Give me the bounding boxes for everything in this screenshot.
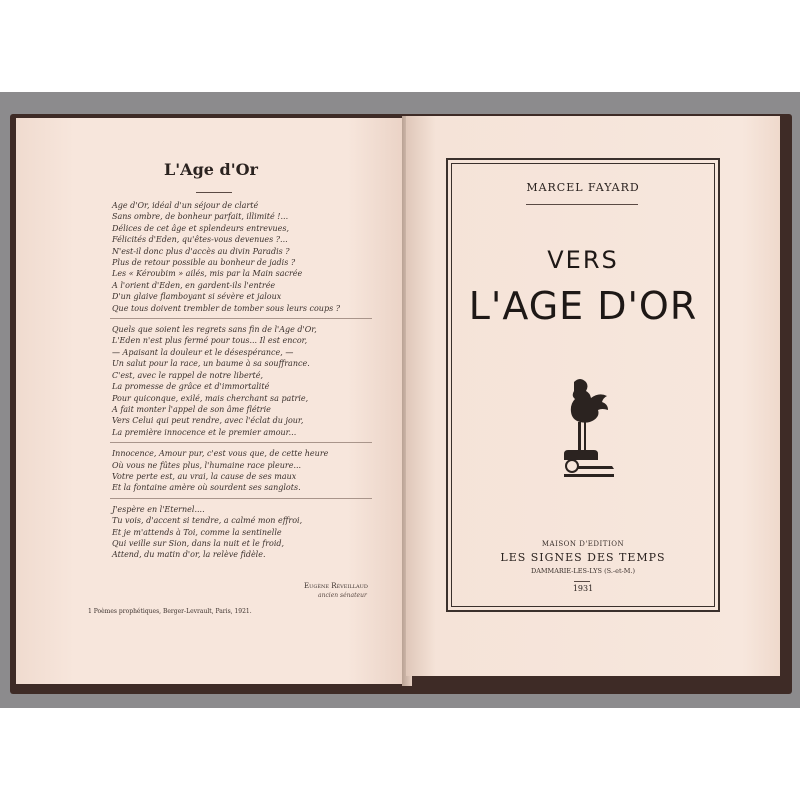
poem-line: C'est, avec le rappel de notre liberté, [112,370,263,380]
publisher-house-label: MAISON D'EDITION [541,540,625,548]
poem-line: Pour quiconque, exilé, mais cherchant sa patrie, [112,393,309,403]
title-rule [196,192,232,193]
poem-title: L'Age d'Or [164,160,258,179]
poem-line: Tu vois, d'accent si tendre, a calmé mon effroi, [112,516,303,526]
poet-title: ancien sénateur [318,592,367,599]
poem-line: Votre perte est, au vrai, la cause de ses maux [112,471,297,481]
left-page [16,118,406,684]
poem-line: Et je m'attends à Toi, comme la sentinelle [112,527,282,537]
title-line-2: L'AGE D'OR [468,284,698,328]
poem-line: Et la fontaine amère où sourdent ses sanglots. [112,483,301,493]
poem-line: N'est-il donc plus d'accès au divin Paradis ? [112,246,290,256]
poet-signature: Eugène Réveillaud [304,582,368,590]
poem-line: Délices de cet âge et splendeurs entrevues, [112,223,290,233]
stanza-separator [110,442,372,443]
poem-line: Age d'Or, idéal d'un séjour de clarté [112,201,259,210]
footnote: 1 Poèmes prophétiques, Berger-Levrault, Paris, 1921. [88,608,252,615]
poem-line: Plus de retour possible au bonheur de jadis ? [112,258,296,268]
title-frame [446,158,720,612]
author-name: MARCEL FAYARD [526,181,640,194]
poem-line: L'Eden n'est plus fermé pour tous... Il est encor, [112,336,308,346]
poem-line: Innocence, Amour pur, c'est vous que, de cette heure [112,449,329,459]
poem-line: Les « Kéroubim » ailés, mis par la Main sacrée [112,269,303,279]
poem-line: Où vous ne fûtes plus, l'humaine race pleure... [112,460,302,470]
stanza-separator [110,498,372,499]
publication-year: 1931 [572,584,594,593]
poem-line: Que tous doivent trembler de tomber sous leurs coups ? [112,303,341,313]
poem-line: A l'orient d'Eden, en gardent-ils l'entrée [112,280,276,290]
poem-line: A fait monter l'appel de son âme flétrie [112,404,271,414]
rooster-emblem-icon [554,374,618,484]
year-rule [574,581,590,582]
poem-line: Un salut pour la race, un baume à sa souffrance. [112,359,310,369]
stanza-separator [110,318,372,319]
title-line-1: VERS [547,246,619,274]
author-rule [526,204,638,205]
poem-line: Sans ombre, de bonheur parfait, illimité !... [112,212,289,222]
poem-line: Félicités d'Eden, qu'êtes-vous devenues ?... [112,235,288,245]
poem-line: D'un glaive flamboyant si sévère et jaloux [112,292,282,302]
poem-line: — Apaisant la douleur et le désespérance, — [112,347,294,357]
publisher-name: LES SIGNES DES TEMPS [500,551,666,564]
poem-line: Attend, du matin d'or, la relève fidèle. [112,550,266,560]
poem-line: Qui veille sur Sion, dans la nuit et le froid, [112,538,285,548]
publisher-place: DAMMARIE-LES-LYS (S.-et-M.) [530,567,636,575]
poem-line: La première innocence et le premier amour... [112,427,297,437]
poem-line: Vers Celui qui peut rendre, avec l'éclat du jour, [112,416,304,426]
poem-line: La promesse de grâce et d'immortalité [112,382,270,392]
poem-body [112,200,382,561]
poem-line: Quels que soient les regrets sans fin de l'Age d'Or, [112,325,317,335]
poem-line: J'espère en l'Eternel.... [112,504,205,514]
